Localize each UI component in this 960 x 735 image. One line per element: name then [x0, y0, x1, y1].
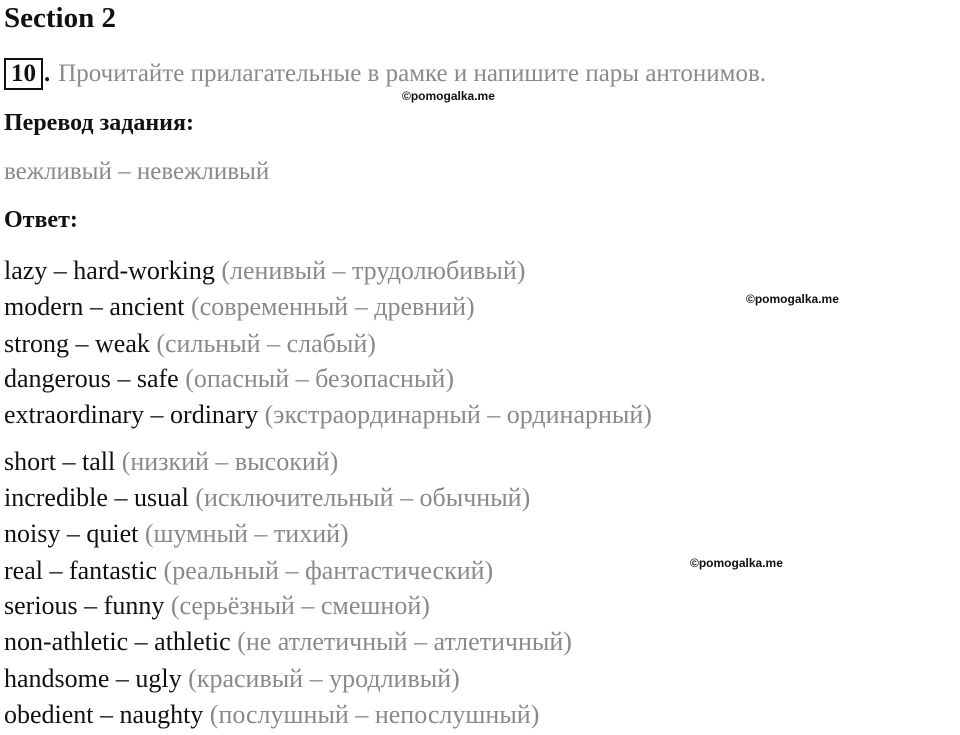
pair-english: real – fantastic — [4, 556, 158, 585]
antonym-pair — [4, 554, 493, 588]
antonym-pair — [4, 698, 539, 732]
pair-russian: (низкий – высокий) — [121, 447, 339, 476]
pair-english: obedient – naughty — [4, 700, 204, 729]
translation-text: вежливый – невежливый — [4, 158, 270, 185]
antonym-pair — [4, 662, 460, 696]
pair-english: modern – ancient — [4, 292, 185, 321]
watermark: ©pomogalka.me — [402, 89, 495, 103]
pair-english: short – tall — [4, 447, 116, 476]
watermark: ©pomogalka.me — [746, 292, 839, 306]
pair-english: strong – weak — [4, 329, 150, 358]
antonym-pair — [4, 254, 525, 288]
task-row — [4, 56, 766, 92]
pair-russian: (реальный – фантастический) — [163, 556, 494, 585]
pair-russian: (шумный – тихий) — [144, 519, 349, 548]
antonym-pair — [4, 481, 530, 515]
pair-english: noisy – quiet — [4, 519, 139, 548]
antonym-pair — [4, 362, 454, 396]
pair-russian: (ленивый – трудолюбивый) — [221, 256, 526, 285]
antonym-pair — [4, 517, 349, 551]
pair-russian: (красивый – уродливый) — [188, 664, 460, 693]
antonym-pair — [4, 445, 338, 479]
section-title: Section 2 — [4, 2, 116, 34]
pair-english: handsome – ugly — [4, 664, 182, 693]
pair-russian: (не атлетичный – атлетичный) — [237, 627, 572, 656]
pair-english: extraordinary – ordinary — [4, 400, 259, 429]
pair-russian: (опасный – безопасный) — [185, 364, 454, 393]
pair-english: non-athletic – athletic — [4, 627, 231, 656]
pair-english: incredible – usual — [4, 483, 189, 512]
pair-english: dangerous – safe — [4, 364, 179, 393]
pair-russian: (серьёзный – смешной) — [170, 591, 430, 620]
antonym-pair — [4, 327, 376, 361]
pair-russian: (послушный – непослушный) — [209, 700, 540, 729]
pair-english: lazy – hard-working — [4, 256, 215, 285]
task-instruction: Прочитайте прилагательные в рамке и напишите пары антонимов. — [58, 60, 767, 87]
watermark: ©pomogalka.me — [690, 556, 783, 570]
antonym-pair — [4, 290, 475, 324]
task-number-box: 10 — [4, 58, 43, 90]
translation-heading: Перевод задания: — [4, 110, 194, 136]
antonym-pair — [4, 398, 652, 432]
pair-russian: (экстраординарный – ординарный) — [264, 400, 652, 429]
pair-russian: (исключительный – обычный) — [195, 483, 531, 512]
pair-russian: (современный – древний) — [191, 292, 475, 321]
task-number-dot: . — [44, 60, 51, 87]
answer-heading: Ответ: — [4, 207, 78, 233]
antonym-pair — [4, 625, 572, 659]
antonym-pair — [4, 589, 430, 623]
pair-russian: (сильный – слабый) — [156, 329, 376, 358]
pair-english: serious – funny — [4, 591, 165, 620]
